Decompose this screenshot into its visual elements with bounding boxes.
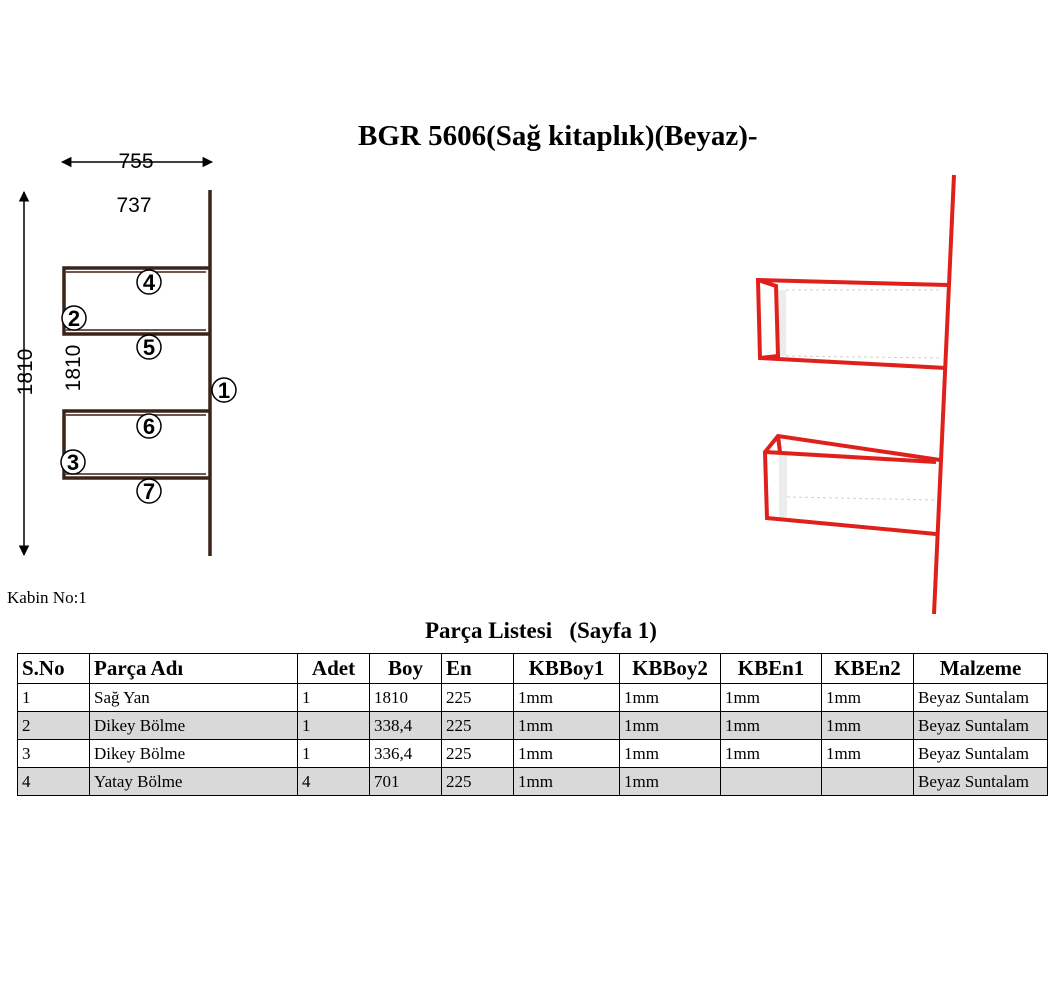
table-row [18,684,1048,712]
cell-material: Beyaz Suntalam [914,712,1048,740]
header-kbboy1: KBBoy1 [514,654,620,684]
height-inner-label: 1810 [62,344,85,392]
cell-kbboy1: 1mm [514,768,620,796]
cell-width: 225 [442,684,514,712]
cell-kbboy1: 1mm [514,684,620,712]
header-kbboy2: KBBoy2 [620,654,721,684]
width-inner-label: 737 [116,194,152,217]
part-label-4: 4 [142,270,156,295]
cell-length: 338,4 [370,712,442,740]
header-length: Boy [370,654,442,684]
cell-length: 701 [370,768,442,796]
table-header-row [18,654,1048,684]
parts-list-title: Parça Listesi (Sayfa 1) [425,618,657,643]
cell-sno: 3 [18,740,90,768]
cell-kbboy2: 1mm [620,768,721,796]
header-width: En [442,654,514,684]
cell-length: 1810 [370,684,442,712]
header-material: Malzeme [914,654,1048,684]
cell-quantity: 1 [298,740,370,768]
header-kben2: KBEn2 [822,654,914,684]
cell-kbboy1: 1mm [514,740,620,768]
cell-kben1 [721,768,822,796]
cell-part-name: Sağ Yan [90,684,298,712]
part-label-6: 6 [142,414,156,439]
cell-width: 225 [442,712,514,740]
cell-sno: 1 [18,684,90,712]
cell-kben2: 1mm [822,740,914,768]
cell-kbboy1: 1mm [514,712,620,740]
shelf-outline [64,190,210,556]
cell-kben2: 1mm [822,712,914,740]
cell-material: Beyaz Suntalam [914,768,1048,796]
cell-kben1: 1mm [721,740,822,768]
cell-width: 225 [442,740,514,768]
cell-kbboy2: 1mm [620,740,721,768]
height-outer-label: 1810 [14,348,37,396]
parts-table-container [17,653,1029,796]
width-outer-label: 755 [118,150,154,173]
isometric-view [740,165,980,625]
cabin-number: Kabin No:1 [7,588,87,607]
cell-kben1: 1mm [721,712,822,740]
cell-kbboy2: 1mm [620,712,721,740]
drawing-title: BGR 5606(Sağ kitaplık)(Beyaz)- [358,120,758,152]
header-quantity: Adet [298,654,370,684]
technical-sketch [0,140,260,580]
cell-material: Beyaz Suntalam [914,740,1048,768]
cell-part-name: Yatay Bölme [90,768,298,796]
header-part-name: Parça Adı [90,654,298,684]
cell-length: 336,4 [370,740,442,768]
isometric-shelf-frame [758,175,954,614]
cell-sno: 4 [18,768,90,796]
part-label-2: 2 [67,306,81,331]
cell-material: Beyaz Suntalam [914,684,1048,712]
part-label-3: 3 [66,450,80,475]
header-sno: S.No [18,654,90,684]
cell-width: 225 [442,768,514,796]
cell-quantity: 4 [298,768,370,796]
cell-quantity: 1 [298,684,370,712]
cell-part-name: Dikey Bölme [90,740,298,768]
cell-part-name: Dikey Bölme [90,712,298,740]
table-row [18,768,1048,796]
table-row [18,712,1048,740]
parts-table [17,653,1048,796]
cell-quantity: 1 [298,712,370,740]
header-kben1: KBEn1 [721,654,822,684]
part-label-5: 5 [142,335,156,360]
cell-kben2: 1mm [822,684,914,712]
part-label-1: 1 [217,378,231,403]
cell-kben1: 1mm [721,684,822,712]
table-row [18,740,1048,768]
cell-sno: 2 [18,712,90,740]
part-label-7: 7 [142,479,156,504]
cell-kbboy2: 1mm [620,684,721,712]
cell-kben2 [822,768,914,796]
